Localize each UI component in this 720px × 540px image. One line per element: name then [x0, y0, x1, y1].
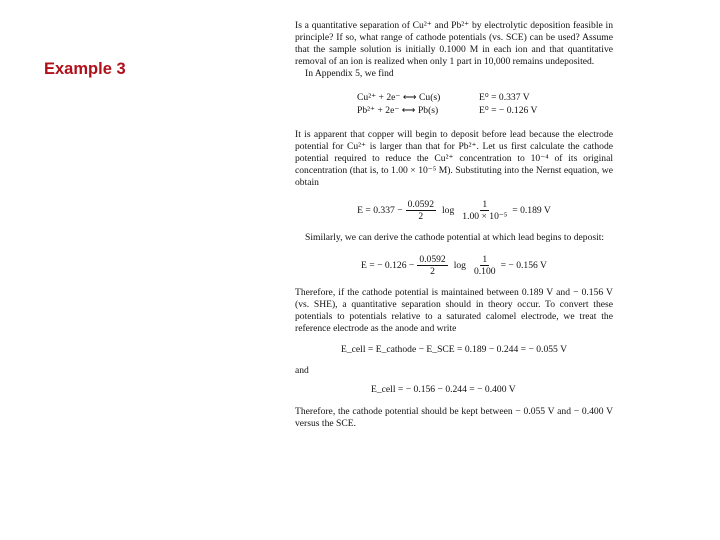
equation-lhs: E = 0.337 −: [357, 204, 403, 216]
equation-lhs: E = − 0.126 −: [361, 259, 415, 271]
fraction-denominator: 2: [418, 211, 424, 222]
equation-lead-potential: [295, 254, 613, 277]
equation-cell-potential-lead: E_cell = − 0.156 − 0.244 = − 0.400 V: [371, 384, 516, 395]
half-reactions: [357, 91, 613, 117]
half-reaction-copper: [357, 91, 613, 104]
and-text: and: [295, 365, 309, 376]
equation-cell-potential-copper: E_cell = E_cathode − E_SCE = 0.189 − 0.244 = − 0.055 V: [341, 344, 568, 355]
question-paragraph: Is a quantitative separation of Cu²⁺ and Pb²⁺ by electrolytic deposition feasible in principle? If so, what range of cathode potentials (vs. SCE) can be used? Assume that the sample solution is initially 0.1000 M in each ion and that quantitative removal of an ion is realized when only 1 part in 10,000 remains undeposited.: [295, 20, 613, 67]
equation-copper-potential: [295, 199, 613, 222]
fraction-numerator: 0.0592: [419, 254, 446, 265]
half-reaction-lead: [357, 104, 613, 117]
log-operator: log: [442, 204, 455, 216]
fraction-denominator: 0.100: [473, 266, 496, 277]
equation-rhs: = − 0.156 V: [500, 259, 547, 271]
standard-potential: E⁰ = − 0.126 V: [479, 104, 538, 116]
conversion-paragraph: Therefore, if the cathode potential is maintained between 0.189 V and − 0.156 V (vs. SHE), a quantitative separation should in theory occur. To convert these potentials to potentials relative to a saturated calomel electrode, we treat the reference electrode as the anode and write: [295, 287, 613, 334]
fraction: [406, 199, 436, 222]
standard-potential: E⁰ = 0.337 V: [479, 91, 530, 103]
reaction-equation: Cu²⁺ + 2e⁻ ⟷ Cu(s): [357, 91, 441, 103]
intro-line: In Appendix 5, we find: [305, 68, 394, 79]
slide-title: Example 3: [44, 60, 126, 78]
lead-paragraph: Similarly, we can derive the cathode potential at which lead begins to deposit:: [305, 232, 605, 243]
fraction: [417, 254, 447, 277]
log-operator: log: [453, 259, 466, 271]
fraction-numerator: 0.0592: [407, 199, 435, 210]
fraction-denominator: 2: [430, 266, 435, 277]
fraction-denominator: 1.00 × 10⁻⁵: [462, 211, 508, 222]
conclusion-paragraph: Therefore, the cathode potential should be kept between − 0.055 V and − 0.400 V versus the SCE.: [295, 406, 613, 429]
fraction: [472, 254, 498, 277]
nernst-paragraph: It is apparent that copper will begin to deposit before lead because the electrode potential for Cu²⁺ is larger than that for Pb²⁺. Let us first calculate the cathode potential required to reduce the Cu²⁺ concentration to 10⁻⁴ of its original concentration (that is, to 1.00 × 10⁻⁵ M). Substituting into the Nernst equation, we obtain: [295, 129, 613, 188]
equation-rhs: = 0.189 V: [512, 204, 551, 216]
fraction: [460, 199, 509, 222]
fraction-numerator: 1: [482, 199, 488, 210]
fraction-numerator: 1: [482, 254, 488, 265]
reaction-equation: Pb²⁺ + 2e⁻ ⟷ Pb(s): [357, 104, 439, 116]
textbook-excerpt: [295, 20, 613, 430]
